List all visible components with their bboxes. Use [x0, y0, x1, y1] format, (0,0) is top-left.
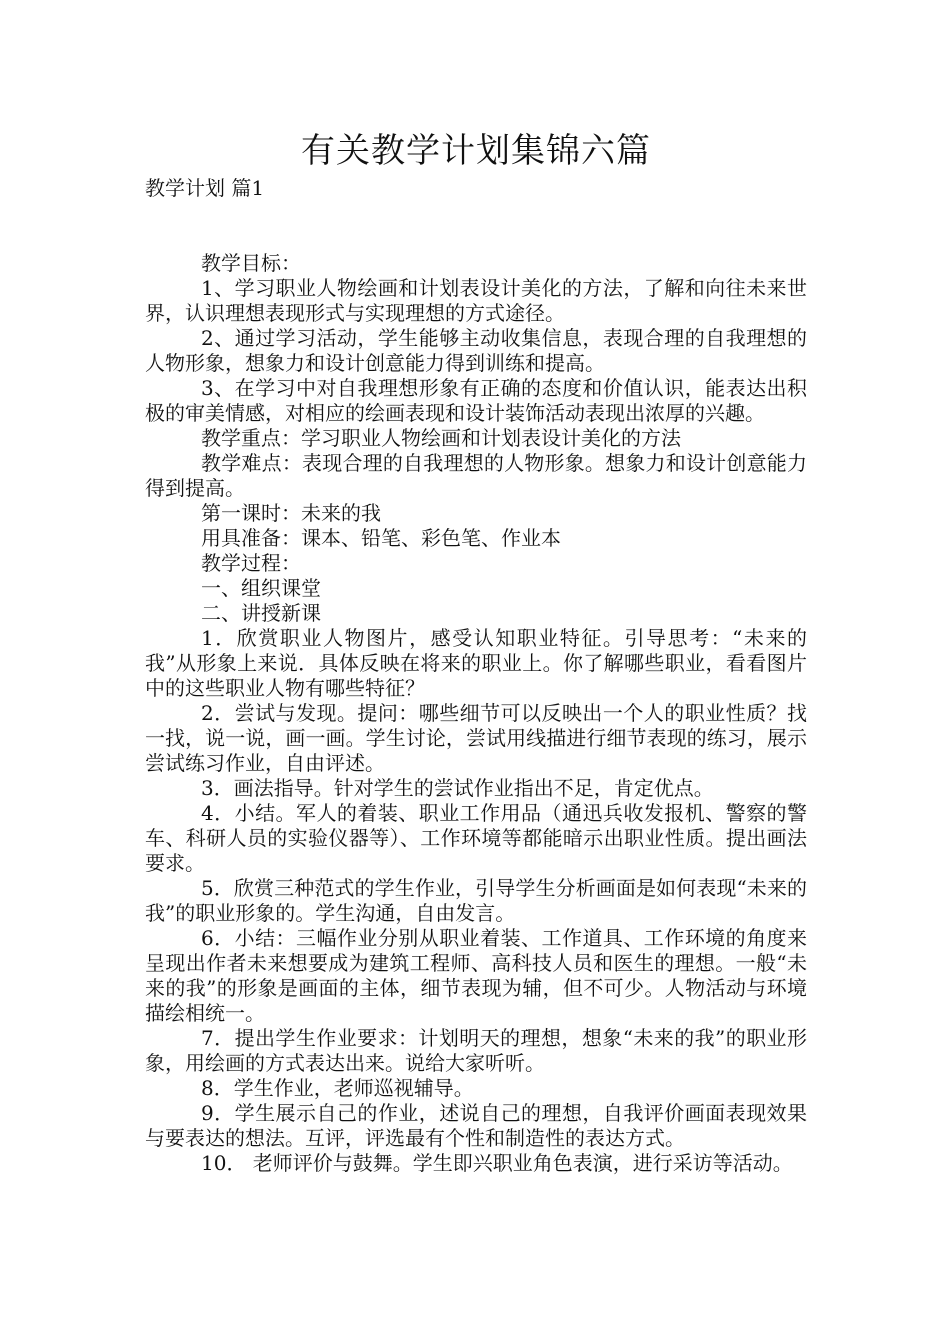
paragraph: 5．欣赏三种范式的学生作业，引导学生分析画面是如何表现“未来的我”的职业形象的。学生沟通，自由发言。 [145, 876, 807, 925]
paragraph: 教学过程： [201, 551, 301, 575]
paragraph: 6．小结：三幅作业分别从职业着装、工作道具、工作环境的角度来呈现出作者未来想要成为建筑工程师、高科技人员和医生的理想。一般“未来的我”的形象是画面的主体，细节表现为辅，但不可少。人物活动与环境描绘相统一。 [145, 926, 807, 1025]
paragraph: 3．画法指导。针对学生的尝试作业指出不足，肯定优点。 [201, 776, 714, 800]
paragraph: 1、学习职业人物绘画和计划表设计美化的方法，了解和向往未来世界，认识理想表现形式与实现理想的方式途径。 [145, 276, 807, 325]
paragraph: 二、讲授新课 [201, 601, 321, 625]
document-title: 有关教学计划集锦六篇 [301, 131, 651, 171]
paragraph: 10． 老师评价与鼓舞。学生即兴职业角色表演，进行采访等活动。 [201, 1151, 793, 1175]
paragraph: 7．提出学生作业要求：计划明天的理想，想象“未来的我”的职业形象，用绘画的方式表达出来。说给大家听听。 [145, 1026, 807, 1075]
paragraph: 2．尝试与发现。提问：哪些细节可以反映出一个人的职业性质？找一找，说一说，画一画。学生讨论，尝试用线描进行细节表现的练习，展示尝试练习作业，自由评述。 [145, 701, 807, 775]
paragraph: 用具准备：课本、铅笔、彩色笔、作业本 [201, 526, 561, 550]
paragraph: 1．欣赏职业人物图片，感受认知职业特征。引导思考：“未来的我”从形象上来说．具体反映在将来的职业上。你了解哪些职业，看看图片中的这些职业人物有哪些特征？ [145, 626, 807, 700]
paragraph: 一、组织课堂 [201, 576, 321, 600]
paragraph: 4．小结。军人的着装、职业工作用品（通迅兵收发报机、警察的警车、科研人员的实验仪器等）、工作环境等都能暗示出职业性质。提出画法要求。 [145, 801, 807, 875]
paragraph: 教学难点：表现合理的自我理想的人物形象。想象力和设计创意能力得到提高。 [145, 451, 807, 500]
paragraph: 2、通过学习活动，学生能够主动收集信息，表现合理的自我理想的人物形象，想象力和设计创意能力得到训练和提高。 [145, 326, 807, 375]
document-page [145, 126, 807, 1176]
document-body [145, 251, 807, 1176]
paragraph: 8．学生作业，老师巡视辅导。 [201, 1076, 474, 1100]
paragraph: 教学重点：学习职业人物绘画和计划表设计美化的方法 [201, 426, 681, 450]
paragraph: 9．学生展示自己的作业，述说自己的理想，自我评价画面表现效果与要表达的想法。互评，评选最有个性和制造性的表达方式。 [145, 1101, 807, 1150]
blank-space [145, 201, 807, 251]
paragraph: 教学目标： [201, 251, 301, 275]
section-heading: 教学计划 篇1 [145, 176, 265, 200]
paragraph: 3、在学习中对自我理想形象有正确的态度和价值认识，能表达出积极的审美情感，对相应的绘画表现和设计装饰活动表现出浓厚的兴趣。 [145, 376, 807, 425]
paragraph: 第一课时：未来的我 [201, 501, 381, 525]
